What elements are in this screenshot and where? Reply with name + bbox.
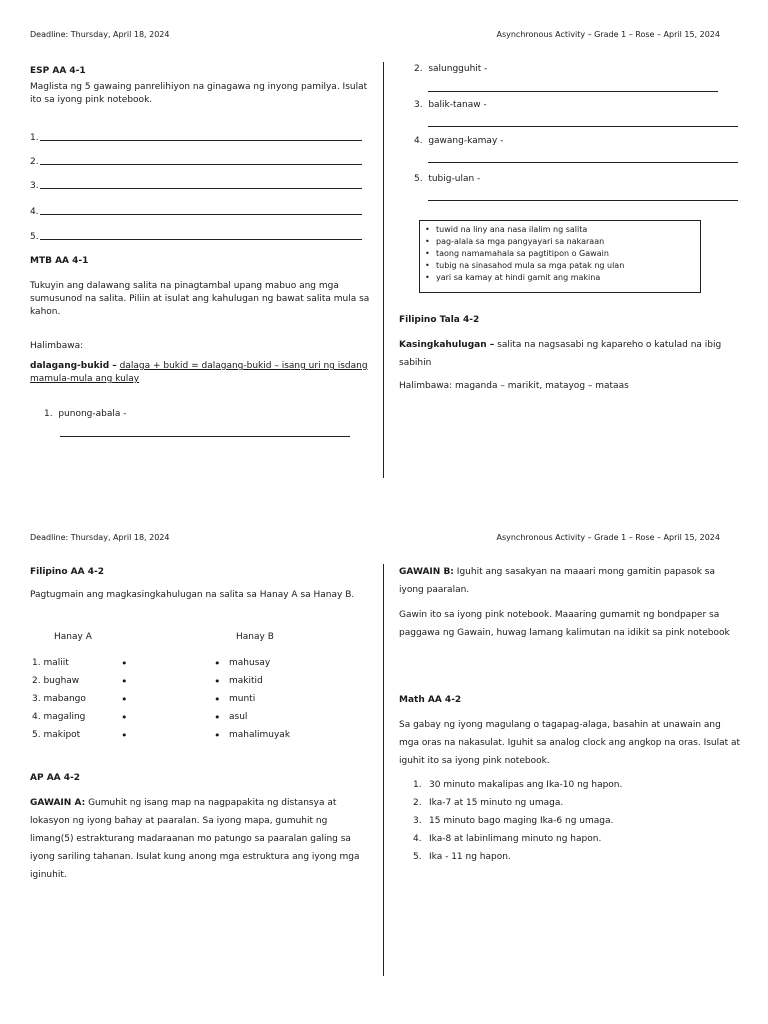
item-number: 5. <box>413 852 422 862</box>
mtb-example-rest: dalaga + bukid = dalagang-bukid – isang uri ng isdang mamula-mula ang kulay <box>30 361 368 384</box>
filipino-tala-definition <box>399 336 741 372</box>
hanay-b-item: mahusay <box>229 658 271 668</box>
deadline-header: Deadline: Thursday, April 18, 2024 <box>30 30 170 39</box>
hanay-b-item: makitid <box>229 676 263 686</box>
match-dot-a-3[interactable]: • <box>121 693 128 706</box>
esp-title: ESP AA 4-1 <box>30 66 86 76</box>
choice-item: • yari sa kamay at hindi gamit ang makina <box>420 272 700 284</box>
mtb-title: MTB AA 4-1 <box>30 256 89 266</box>
item-text: balik-tanaw - <box>428 100 487 110</box>
item-number: 2. <box>413 798 422 808</box>
mtb-answer-line-4[interactable] <box>428 162 738 163</box>
match-dot-a-1[interactable]: • <box>121 657 128 670</box>
hanay-a-item: 5. makipot <box>32 730 81 740</box>
mtb-item-4 <box>414 136 503 146</box>
column-divider <box>383 564 384 976</box>
mtb-item-1 <box>44 409 127 419</box>
blank-number: 2. <box>30 157 39 167</box>
choice-item: • pag-alala sa mga pangyayari sa nakaraan <box>420 236 700 248</box>
math-title: Math AA 4-2 <box>399 695 462 705</box>
hanay-a-item: 4. magaling <box>32 712 86 722</box>
filipino-tala-title: Filipino Tala 4-2 <box>399 315 480 325</box>
esp-blank-3[interactable] <box>30 179 362 191</box>
esp-blank-4[interactable] <box>30 205 362 217</box>
activity-header: Asynchronous Activity – Grade 1 – Rose – April 15, 2024 <box>496 30 720 39</box>
activity-header: Asynchronous Activity – Grade 1 – Rose – April 15, 2024 <box>496 533 720 542</box>
gawain-a <box>30 794 370 884</box>
item-text: Ika - 11 ng hapon. <box>429 852 511 862</box>
hanay-b-header: Hanay B <box>236 632 274 642</box>
item-number: 4. <box>414 136 423 146</box>
deadline-header: Deadline: Thursday, April 18, 2024 <box>30 533 170 542</box>
gawain-b-note: Gawin ito sa iyong pink notebook. Maaaring gumamit ng bondpaper sa paggawa ng Gawain, huwag lamang kalimutan na idikit sa pink notebook <box>399 610 730 638</box>
blank-number: 4. <box>30 207 39 217</box>
choice-item: • tubig na sinasahod mula sa mga patak ng ulan <box>420 260 700 272</box>
gawain-a-label: GAWAIN A: <box>30 798 86 808</box>
hanay-b-item: mahalimuyak <box>229 730 291 740</box>
filipino-tala-example: Halimbawa: maganda – marikit, matayog – mataas <box>399 381 629 391</box>
mtb-answer-line-2[interactable] <box>428 91 718 92</box>
item-number: 5. <box>414 174 423 184</box>
mtb-item-3 <box>414 100 487 110</box>
esp-blank-2[interactable] <box>30 155 362 167</box>
choices-box <box>419 220 701 293</box>
esp-instruction: Maglista ng 5 gawaing panrelihiyon na ginagawa ng inyong pamilya. Isulat ito sa iyong pink notebook. <box>30 82 368 105</box>
item-text: 15 minuto bago maging Ika-6 ng umaga. <box>429 816 614 826</box>
hanay-a-item: 2. bughaw <box>32 676 80 686</box>
math-item-2 <box>413 798 563 808</box>
item-text: 30 minuto makalipas ang Ika-10 ng hapon. <box>429 780 623 790</box>
term: Kasingkahulugan – <box>399 340 495 350</box>
hanay-a-item: 3. mabango <box>32 694 86 704</box>
blank-number: 5. <box>30 232 39 242</box>
mtb-answer-line-5[interactable] <box>428 200 738 201</box>
match-dot-b-3[interactable]: • <box>214 693 221 706</box>
mtb-example-label: Halimbawa: <box>30 341 84 351</box>
match-dot-b-5[interactable]: • <box>214 729 221 742</box>
item-text: punong-abala - <box>58 409 127 419</box>
math-item-1 <box>413 780 622 790</box>
item-text: gawang-kamay - <box>428 136 504 146</box>
mtb-example-word: dalagang-bukid – <box>30 361 117 371</box>
item-text: salungguhit - <box>428 64 488 74</box>
column-divider <box>383 62 384 478</box>
gawain-a-text: Gumuhit ng isang map na nagpapakita ng distansya at lokasyon ng iyong bahay at paaralan. Sa iyong mapa, gumuhit ng limang(5) estrakturang madaraanan mo patungo sa paaralan galing sa iyong sariling tahanan. Isulat kung anong mga estruktura ang iyong mga iginuhit. <box>30 798 360 880</box>
mtb-item-2 <box>414 64 487 74</box>
math-item-3 <box>413 816 613 826</box>
mtb-item-5 <box>414 174 480 184</box>
match-dot-b-2[interactable]: • <box>214 675 221 688</box>
item-text: tubig-ulan - <box>428 174 481 184</box>
mtb-answer-line-1[interactable] <box>60 436 350 437</box>
choice-item: • taong namamahala sa pagtitipon o Gawain <box>420 248 700 260</box>
item-number: 1. <box>44 409 53 419</box>
choice-item: • tuwid na liny ana nasa ilalim ng salita <box>420 224 700 236</box>
item-number: 3. <box>413 816 422 826</box>
gawain-b <box>399 563 741 599</box>
match-dot-b-4[interactable]: • <box>214 711 221 724</box>
hanay-b-item: munti <box>229 694 256 704</box>
math-item-4 <box>413 834 601 844</box>
item-number: 1. <box>413 780 422 790</box>
match-dot-a-5[interactable]: • <box>121 729 128 742</box>
match-dot-a-2[interactable]: • <box>121 675 128 688</box>
hanay-a-header: Hanay A <box>54 632 92 642</box>
filipino-aa-instruction: Pagtugmain ang magkasingkahulugan na salita sa Hanay A sa Hanay B. <box>30 590 355 600</box>
hanay-b-item: asul <box>229 712 248 722</box>
mtb-answer-line-3[interactable] <box>428 126 738 127</box>
hanay-a-item: 1. maliit <box>32 658 69 668</box>
mtb-example <box>30 360 370 386</box>
mtb-instruction: Tukuyin ang dalawang salita na pinagtambal upang mabuo ang mga sumusunod na salita. Piliin at isulat ang kahulugan ng bawat salita mula sa kahon. <box>30 281 370 317</box>
ap-title: AP AA 4-2 <box>30 773 81 783</box>
match-dot-a-4[interactable]: • <box>121 711 128 724</box>
match-dot-b-1[interactable]: • <box>214 657 221 670</box>
esp-blank-5[interactable] <box>30 230 362 242</box>
esp-blank-1[interactable] <box>30 131 362 143</box>
math-instruction: Sa gabay ng iyong magulang o tagapag-alaga, basahin at unawain ang mga oras na nakasulat. Iguhit sa analog clock ang angkop na oras. Isulat at iguhit ito sa iyong pink notebook. <box>399 720 741 766</box>
item-number: 4. <box>413 834 422 844</box>
item-text: Ika-7 at 15 minuto ng umaga. <box>429 798 564 808</box>
definition: salita na nagsasabi ng kapareho o katulad na ibig sabihin <box>399 340 722 368</box>
blank-number: 1. <box>30 133 39 143</box>
filipino-aa-title: Filipino AA 4-2 <box>30 567 104 577</box>
gawain-b-text: Iguhit ang sasakyan na maaari mong gamitin papasok sa iyong paaralan. <box>399 567 715 595</box>
blank-number: 3. <box>30 181 39 191</box>
gawain-b-label: GAWAIN B: <box>399 567 454 577</box>
item-number: 2. <box>414 64 423 74</box>
math-item-5 <box>413 852 511 862</box>
item-number: 3. <box>414 100 423 110</box>
worksheet-page-2 <box>0 512 768 1024</box>
item-text: Ika-8 at labinlimang minuto ng hapon. <box>429 834 602 844</box>
